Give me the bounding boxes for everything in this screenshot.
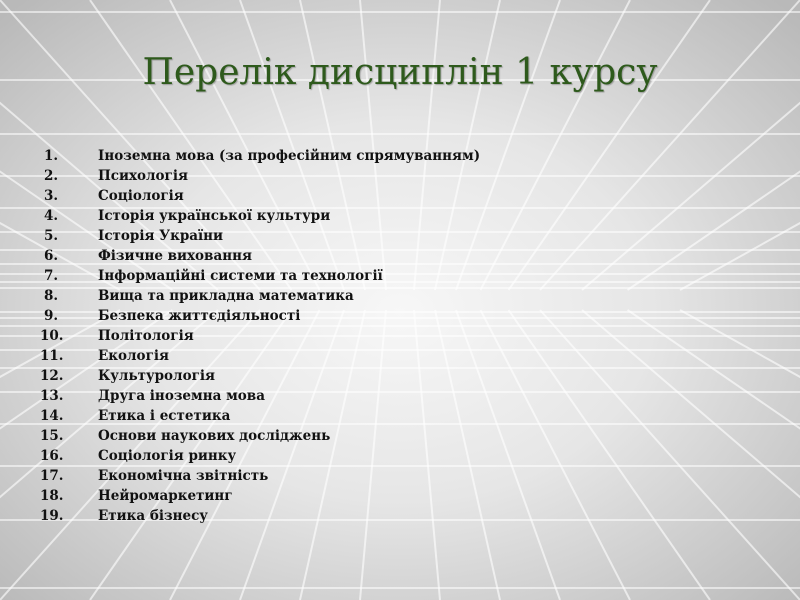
list-item-text: Екологія (98, 348, 169, 364)
list-item-text: Психологія (98, 168, 188, 184)
discipline-list-item (40, 366, 480, 386)
list-item-text: Інформаційні системи та технології (98, 268, 383, 284)
discipline-list-item (40, 286, 480, 306)
list-item-text: Безпека життєдіяльності (98, 308, 301, 324)
list-item-number: 16. (40, 448, 64, 464)
discipline-list-item (40, 346, 480, 366)
list-item-number: 4. (44, 208, 59, 224)
list-item-text: Етика і естетика (98, 408, 231, 424)
discipline-list-item (40, 206, 480, 226)
discipline-list-item (40, 506, 480, 526)
list-item-text: Соціологія ринку (98, 448, 237, 464)
discipline-list-item (40, 406, 480, 426)
list-item-number: 5. (44, 228, 59, 244)
list-item-number: 15. (40, 428, 64, 444)
discipline-list-item (40, 486, 480, 506)
list-item-text: Фізичне виховання (98, 248, 252, 264)
discipline-list-item (40, 146, 480, 166)
list-item-number: 11. (40, 348, 64, 364)
discipline-list-item (40, 306, 480, 326)
list-item-text: Політологія (98, 328, 194, 344)
list-item-text: Друга іноземна мова (98, 388, 265, 404)
discipline-list (40, 146, 480, 526)
list-item-text: Історія України (98, 228, 224, 244)
list-item-number: 8. (44, 288, 59, 304)
list-item-number: 12. (40, 368, 64, 384)
list-item-number: 19. (40, 508, 64, 524)
list-item-text: Основи наукових досліджень (98, 428, 331, 444)
discipline-list-item (40, 386, 480, 406)
list-item-number: 10. (40, 328, 64, 344)
discipline-list-item (40, 466, 480, 486)
discipline-list-item (40, 166, 480, 186)
list-item-text: Етика бізнесу (98, 508, 208, 524)
list-item-number: 3. (44, 188, 59, 204)
slide-title: Перелік дисциплін 1 курсу (142, 52, 658, 93)
discipline-list-item (40, 446, 480, 466)
list-item-text: Іноземна мова (за професійним спрямуванням) (98, 148, 481, 164)
discipline-list-item (40, 246, 480, 266)
list-item-number: 13. (40, 388, 64, 404)
list-item-text: Соціологія (98, 188, 184, 204)
discipline-list-item (40, 226, 480, 246)
list-item-number: 1. (44, 148, 59, 164)
list-item-text: Вища та прикладна математика (98, 288, 354, 304)
list-item-number: 2. (44, 168, 59, 184)
discipline-list-item (40, 266, 480, 286)
list-item-number: 14. (40, 408, 64, 424)
discipline-list-item (40, 326, 480, 346)
list-item-number: 6. (44, 248, 59, 264)
list-item-number: 17. (40, 468, 64, 484)
list-item-text: Культурологія (98, 368, 215, 384)
list-item-text: Економічна звітність (98, 468, 269, 484)
discipline-list-item (40, 186, 480, 206)
list-item-text: Нейромаркетинг (98, 488, 233, 504)
discipline-list-item (40, 426, 480, 446)
list-item-text: Історія української культури (98, 208, 331, 224)
list-item-number: 9. (44, 308, 59, 324)
list-item-number: 18. (40, 488, 64, 504)
list-item-number: 7. (44, 268, 59, 284)
